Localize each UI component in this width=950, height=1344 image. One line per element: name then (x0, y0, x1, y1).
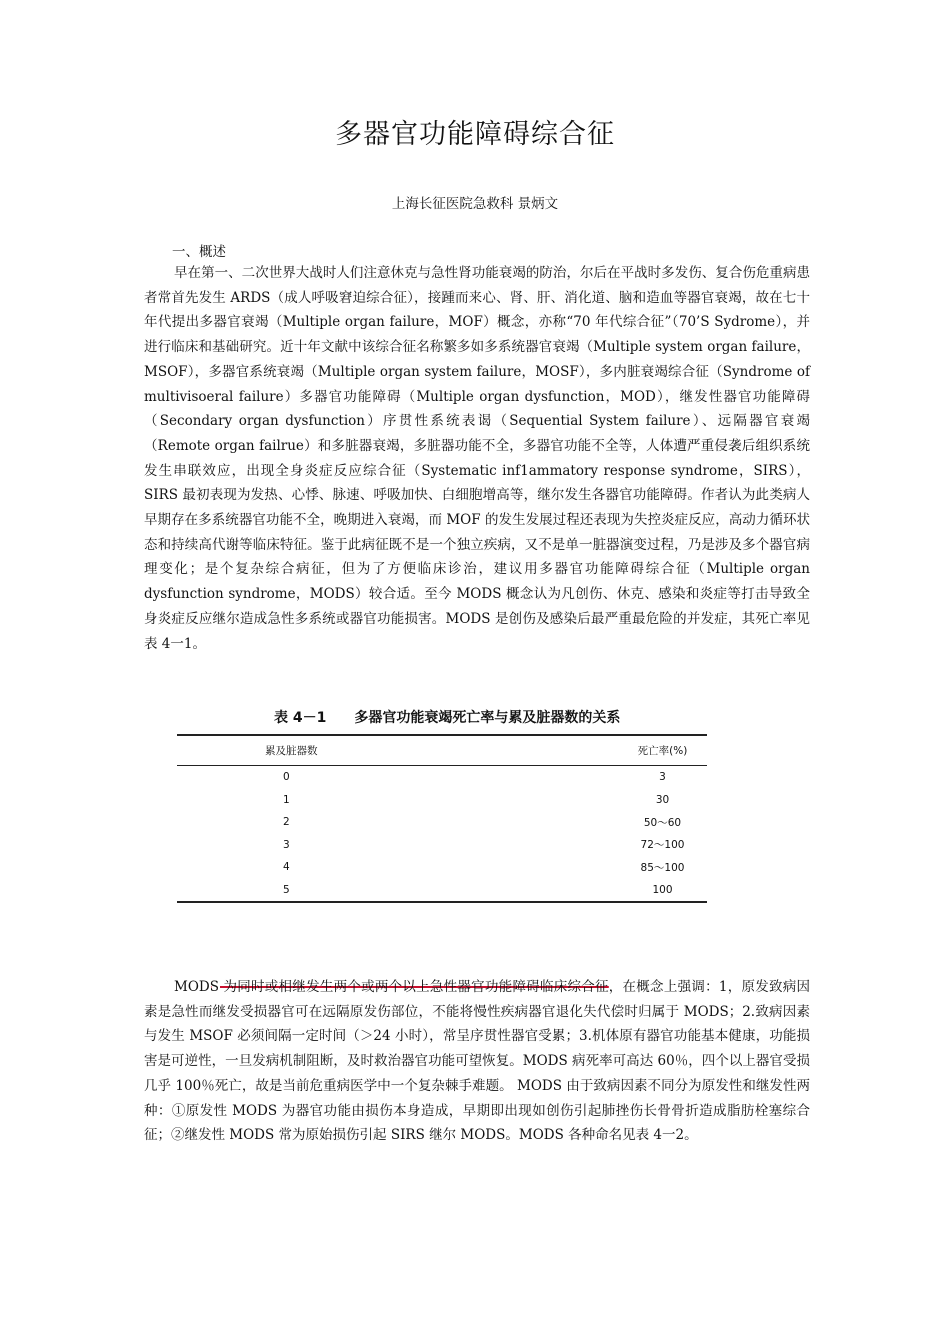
paragraph-definition (144, 975, 810, 1148)
document-title: 多器官功能障碍综合征 (335, 119, 615, 150)
table-caption (274, 706, 707, 734)
header-mortality: 死亡率(%) (637, 745, 688, 757)
cell-mortality: 50～60 (643, 816, 682, 829)
table-title: 多器官功能衰竭死亡率与累及脏器数的关系 (354, 710, 621, 726)
mortality-table (177, 734, 707, 903)
cell-organs: 2 (283, 816, 290, 829)
cell-mortality: 85～100 (640, 861, 685, 874)
paragraph-overview: 早在第一、二次世界大战时人们注意休克与急性肾功能衰竭的防治，尔后在平战时多发伤、复合伤危重病患者常首先发生 ARDS（成人呼吸窘迫综合征），接踵而来心、肾、肝、消化道、脑和造血等器官衰竭，故在七十年代提出多器官衰竭（Multiple organ failure，MOF）概念，亦称“70 年代综合征”（70’S Sydrome），并进行临床和基础研究。近十年文献中该综合征名称繁多如多系统器官衰竭（Multiple system organ failure，MSOF），多器官系统衰竭（Multiple organ system failure，MOSF），多内脏衰竭综合征（Syndrome of multivisoeral failure）多器官功能障碍（Multiple organ dysfunction，MOD），继发性器官功能障碍（Secondary organ dysfunction）序贯性系统表谒（Sequential System failure）、远隔器官衰竭（Remote organ failrue）和多脏器衰竭，多脏器功能不全，多器官功能不全等，人体遭严重侵袭后组织系统发生串联效应，出现全身炎症反应综合征（Systematic inf1ammatory response syndrome，SIRS），SIRS 最初表现为发热、心悸、脉速、呼吸加快、白细胞增高等，继尔发生各器官功能障碍。作者认为此类病人早期存在多系统器官功能不全，晚期进入衰竭，而 MOF 的发生发展过程还表现为失控炎症反应，高动力循环状态和持续高代谢等临床特征。鉴于此病征既不是一个独立疾病，又不是单一脏器演变过程，乃是涉及多个器官病理变化；是个复杂综合病征，但为了方便临床诊治，建议用多器官功能障碍综合征（Multiple organ dysfunction syndrome，MODS）较合适。至今 MODS 概念认为凡创伤、休克、感染和炎症等打击导致全身炎症反应继尔造成急性多系统或器官功能损害。MODS 是创伤及感染后最严重最危险的并发症，其死亡率见表 4一1。 (144, 265, 810, 652)
table-number: 表 4－1 (274, 710, 327, 726)
cell-organs: 1 (283, 793, 290, 806)
cell-mortality: 3 (659, 771, 666, 784)
table-header-row (177, 735, 707, 766)
table-row (177, 834, 707, 857)
table-row (177, 879, 707, 903)
paragraph-definition-rest: ，在概念上强调：1，原发致病因素是急性而继发受损器官可在远隔原发伤部位，不能将慢性疾病器官退化失代偿时归属于 MODS；2.致病因素与发生 MSOF 必须间隔一定时间（＞24 小时），常呈序贯性器官受累；3.机体原有器官功能基本健康，功能损害是可逆性，一旦发病机制阻断，及时救治器官功能可望恢复。MODS 病死率可高达 60％，四个以上器官受损几乎 100％死亡，故是当前危重病医学中一个复杂棘手难题。 MODS 由于致病因素不同分为原发性和继发性两种：①原发性 MODS 为器官功能由损伤本身造成，早期即出现如创伤引起肺挫伤长骨骨折造成脂肪栓塞综合征；②继发性 MODS 常为原始损伤引起 SIRS 继尔 MODS。MODS 各种命名见表 4一2。 (144, 979, 810, 1144)
cell-organs: 5 (283, 883, 290, 896)
table-row (177, 789, 707, 812)
cell-organs: 3 (283, 838, 290, 851)
cell-mortality: 30 (655, 793, 670, 806)
underlined-definition: MODS 为同时或相继发生两个或两个以上急性器官功能障碍临床综合征 (174, 979, 609, 995)
table-row (177, 856, 707, 879)
cell-organs: 4 (283, 861, 290, 874)
mortality-table-block (177, 706, 707, 903)
cell-mortality: 72～100 (640, 839, 685, 852)
section-heading: 一、概述 (172, 244, 226, 260)
table-row (177, 811, 707, 834)
header-organs: 累及脏器数 (265, 745, 318, 757)
author-line: 上海长征医院急救科 景炳文 (391, 196, 559, 212)
table-row (177, 766, 707, 789)
cell-mortality: 100 (652, 883, 673, 896)
cell-organs: 0 (283, 771, 290, 784)
